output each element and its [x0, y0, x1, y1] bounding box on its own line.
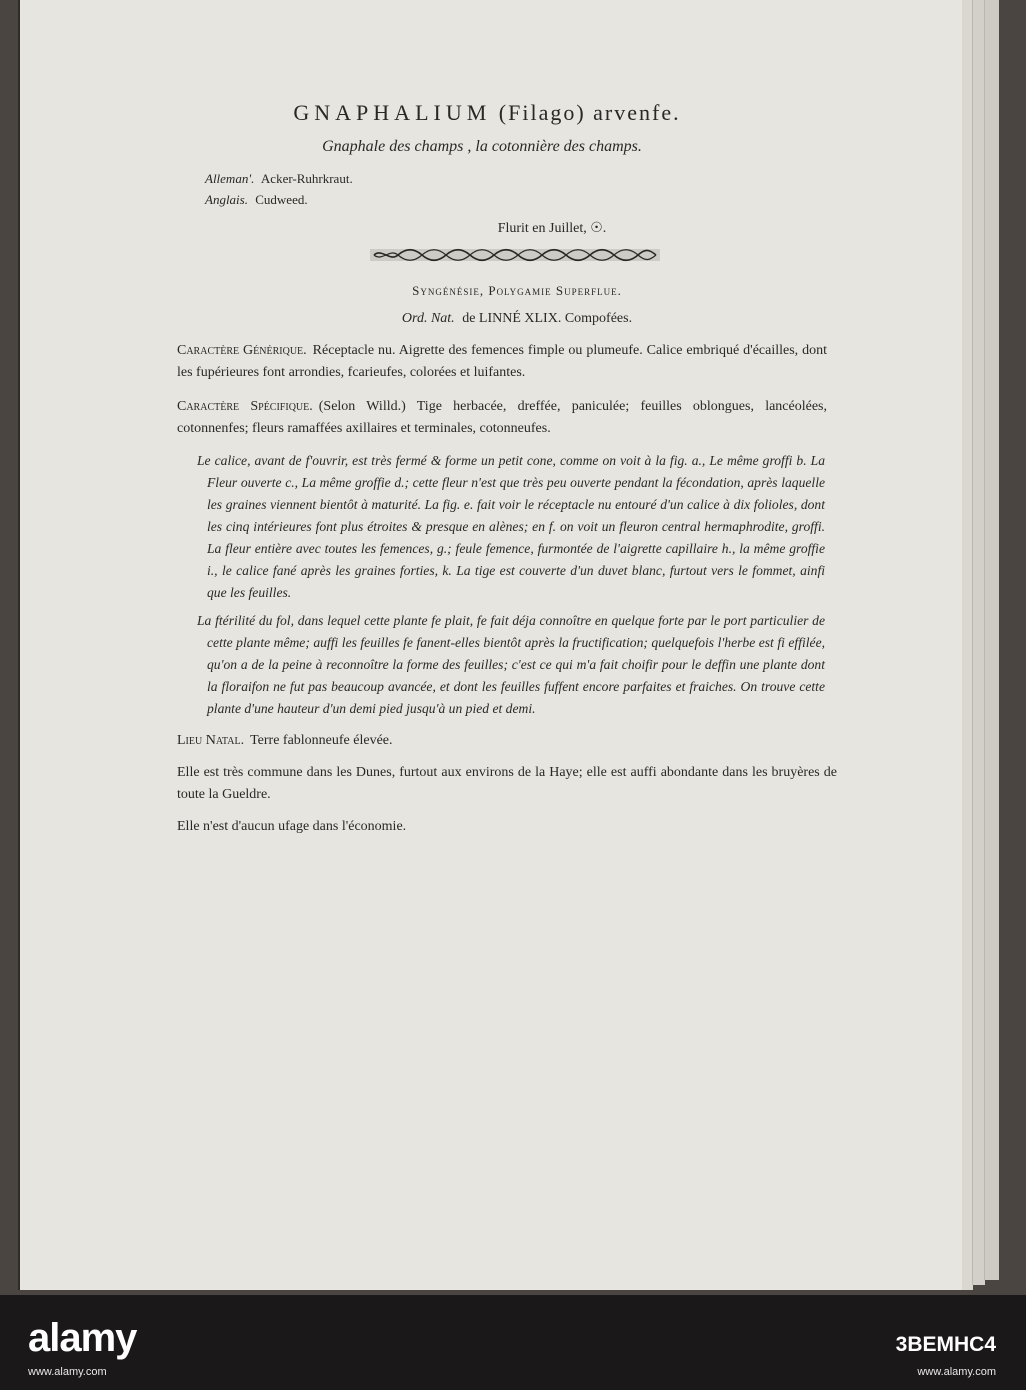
natural-order [197, 308, 837, 330]
page-title [137, 102, 837, 124]
generic-text: Réceptacle nu. Aigrette des femences fimple ou plumeufe. Calice embriqué d'écailles, dont les fupérieures font arrondies, fcarieufes, colorées et luifantes. [177, 343, 827, 380]
title-species: (Filago) arvenfe. [498, 100, 681, 125]
image-code: 3BEMHC4 [895, 1333, 996, 1356]
footer-strip [0, 1295, 1026, 1390]
generic-character [177, 340, 827, 384]
lang-label: Alleman'. [205, 171, 255, 186]
lang-name: Acker-Ruhrkraut. [260, 171, 353, 186]
description-paragraph: Le calice, avant de f'ouvrir, est très fermé & forme un petit cone, comme on voit à la fig. a., Le même groffi b. La Fleur ouverte c., La même groffie d.; cette fleur n'est que très peu ouverte pendant la fécondation, après laquelle les graines viennent bientôt à maturité. La fig. e. fait voir le réceptacle nu entouré d'un calice à dix folioles, dont les cinq intérieures font plus étroites & presque en alènes; en f. on voit un fleuron central hermaphrodite, groffi. La fleur entière avec toutes les femences, g.; feule femence, furmontée de l'aigrette capillaire h., la même groffie i., le calice fané après les graines forties, k. La tige est couverte d'un duvet blanc, furtout vers le fommet, ainfi que les feuilles. [197, 453, 825, 600]
footer-url-right: www.alamy.com [917, 1366, 996, 1378]
native-place [177, 730, 837, 752]
ordre-label: Ord. Nat. [401, 311, 455, 326]
specific-text: (Selon Willd.) Tige herbacée, dreffée, paniculée; feuilles oblongues, lancéolées, cotonnenfes; fleurs ramaffées axillaires et terminales, cotonneufes. [177, 399, 827, 436]
vernacular-names [205, 168, 837, 210]
lang-name: Cudweed. [255, 192, 308, 207]
description-section [157, 450, 837, 720]
character-section [177, 340, 827, 440]
vernacular-english [205, 189, 837, 210]
habitat-section [177, 730, 837, 838]
french-common-name: Gnaphale des champs , la cotonnière des champs. [322, 138, 642, 155]
title-genus: GNAPHALIUM [293, 100, 492, 125]
lang-label: Anglais. [205, 192, 248, 207]
generic-label: Caractère Générique. [177, 343, 307, 358]
footer-url: www.alamy.com [28, 1366, 107, 1378]
native-label: Lieu Natal. [177, 733, 245, 748]
page-edge-3 [984, 0, 999, 1280]
linnaean-class: Syngénésie, Polygamie Superflue. [412, 283, 622, 298]
native-text: Terre fablonneufe élevée. [250, 733, 393, 748]
flowering-time: Flurit en Juillet, ☉. [497, 221, 607, 236]
usage-text: Elle n'est d'aucun ufage dans l'économie. [177, 819, 407, 834]
specific-character [177, 396, 827, 440]
page-content [157, 102, 837, 838]
ordre-text: de LINNÉ XLIX. Compofées. [462, 311, 633, 326]
specific-label: Caractère Spécifique. [177, 399, 313, 414]
habitat-text: Elle est très commune dans les Dunes, furtout aux environs de la Haye; elle est auffi abondante dans les bruyères de toute la Gueldre. [177, 765, 837, 802]
ornament-divider [370, 248, 660, 262]
vernacular-german [205, 168, 837, 189]
brand-logo: alamy [28, 1316, 137, 1360]
description-paragraph: La ftérilité du fol, dans lequel cette plante fe plait, fe fait déja connoître en quelque forte par le port particulier de cette plante même; auffi les feuilles fe fanent-elles bientôt après la fructification; quelquefois l'herbe est fi effilée, qu'on a de la peine à reconnoître la forme des feuilles; c'est ce qui m'a fait choifir pour le deffin une plante dont la floraifon ne fut pas beaucoup avancée, et dont les feuilles fuffent encore parfaites et fraiches. On trouve cette plante d'une hauteur d'un demi pied jusqu'à un pied et demi. [197, 613, 825, 716]
